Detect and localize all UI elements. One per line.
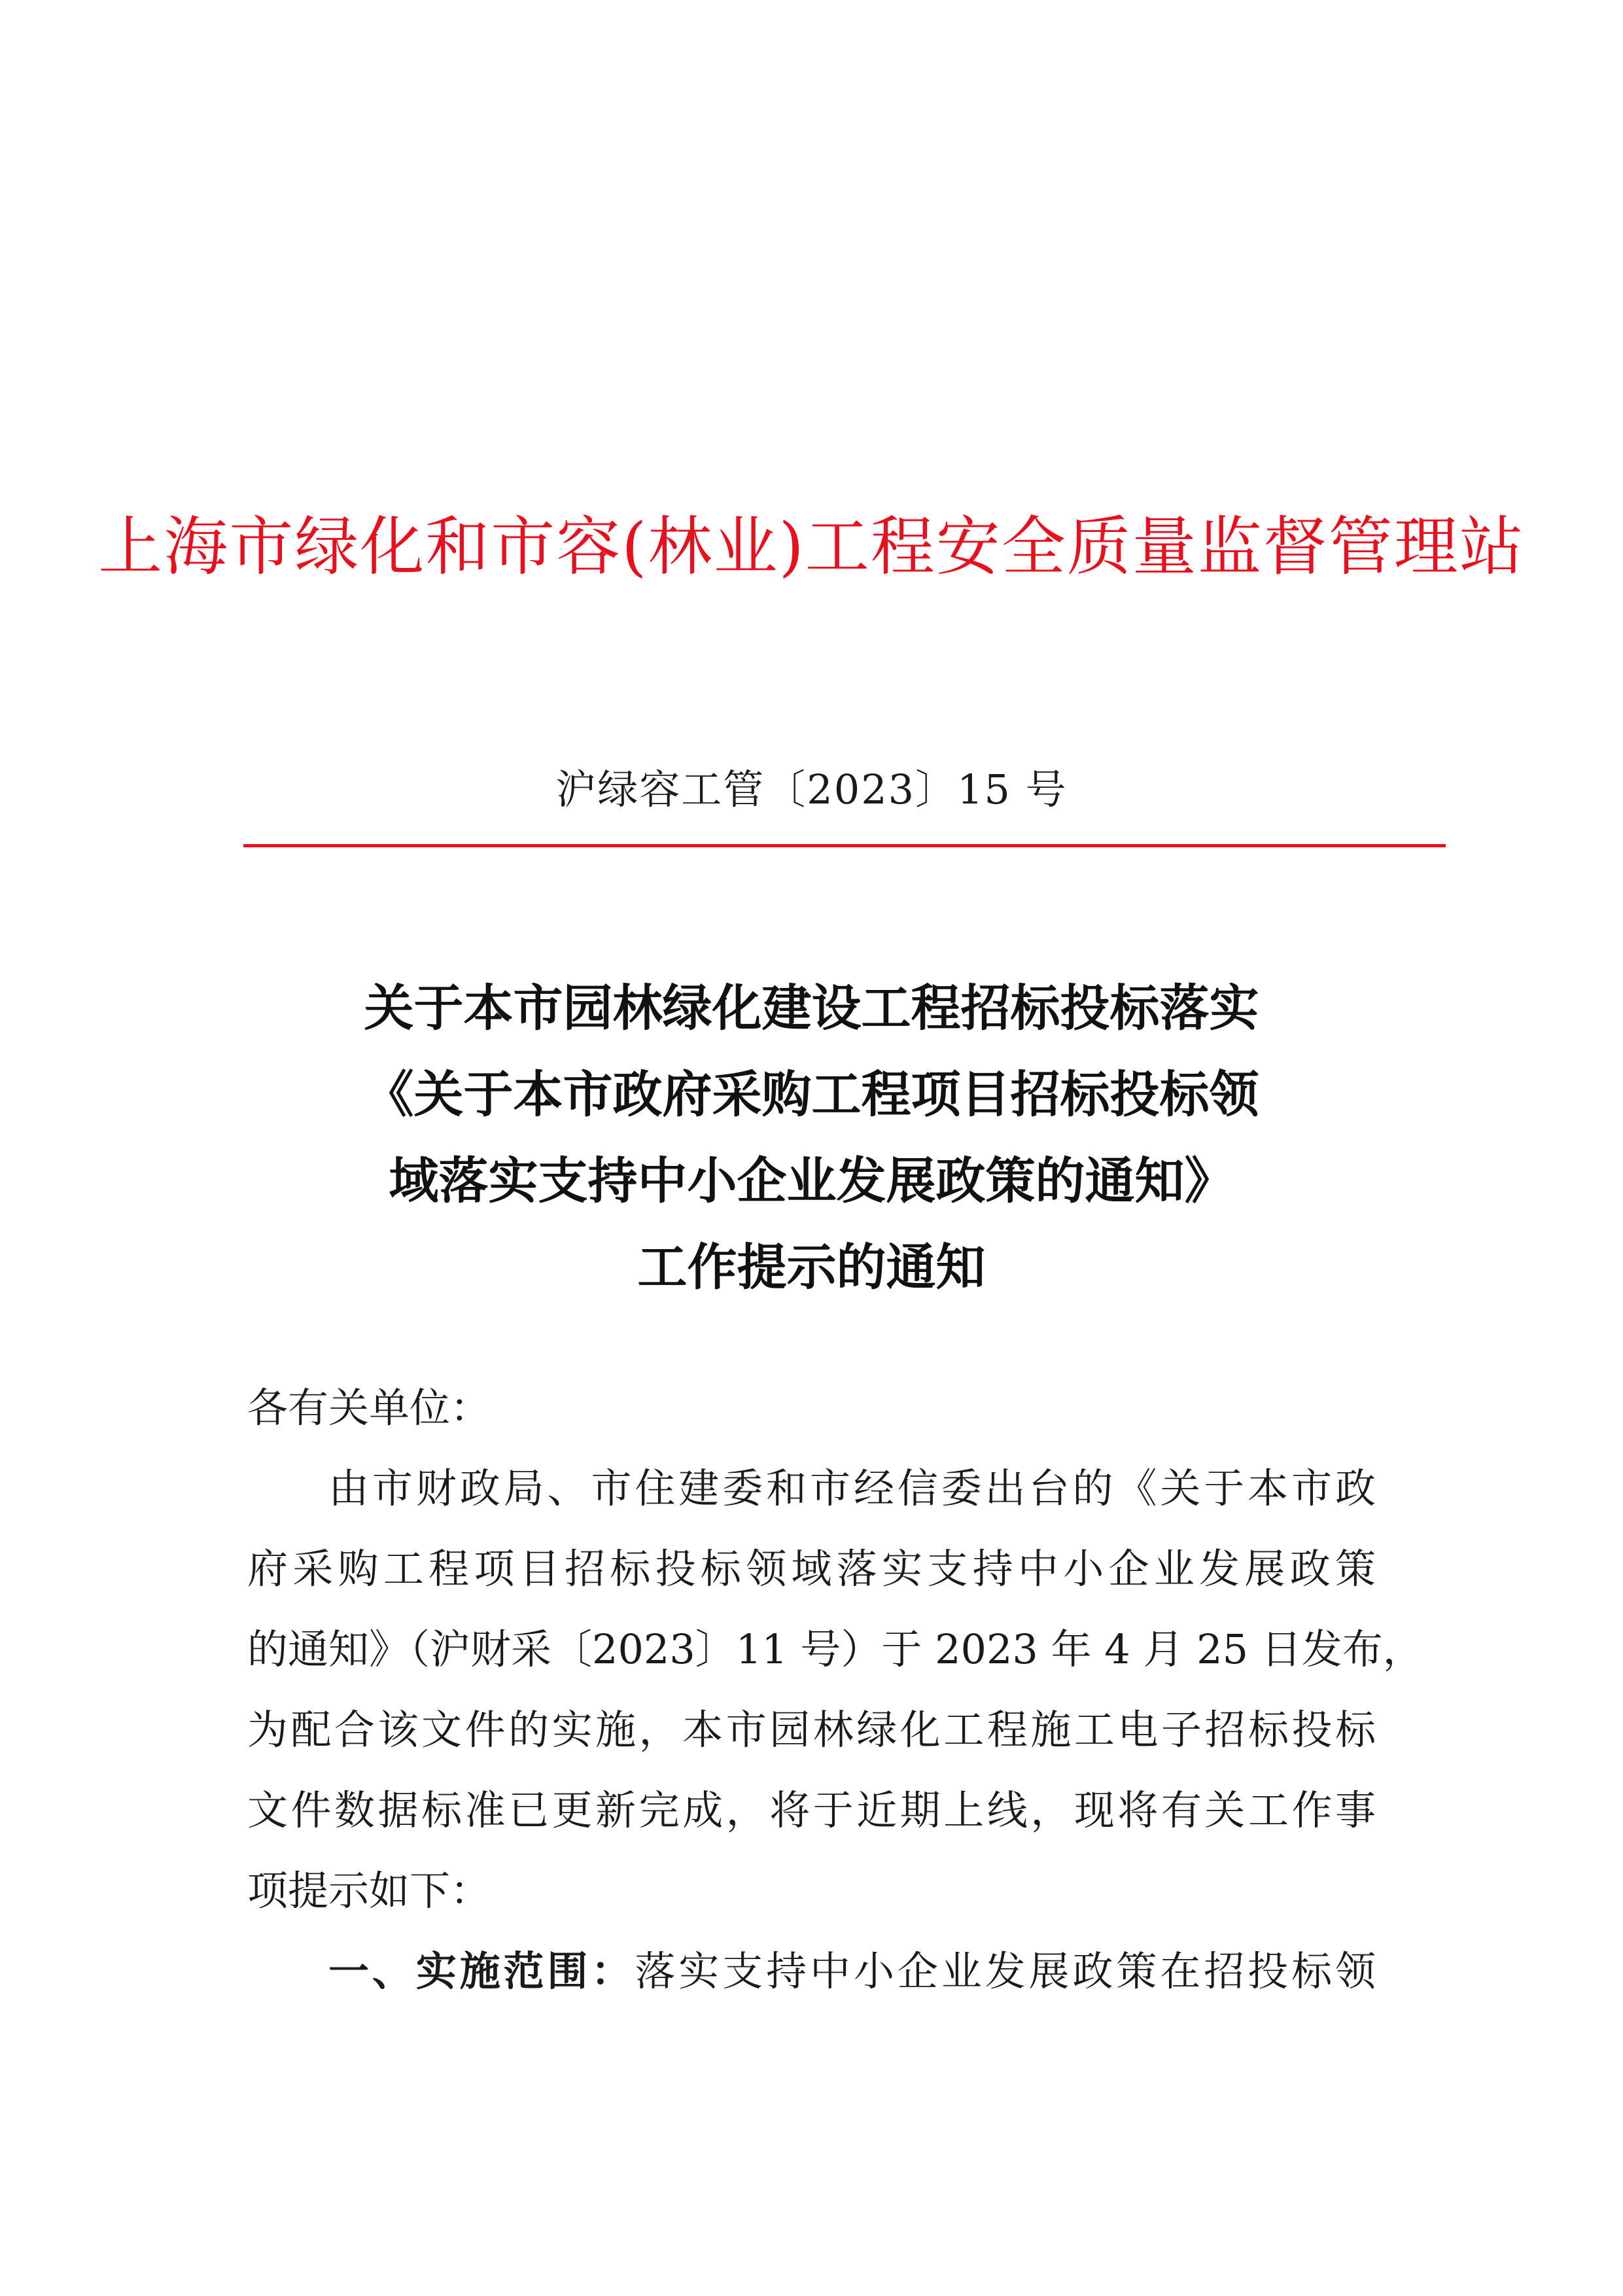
title-line: 域落实支持中小企业发展政策的通知》: [389, 1152, 1234, 1210]
paragraph-line: 项提示如下：: [247, 1867, 491, 1915]
red-divider: [243, 844, 1446, 847]
document-body: [247, 1368, 1423, 2011]
section-1-heading: 一、实施范围：: [328, 1947, 635, 1995]
title-line: 《关于本市政府采购工程项目招标投标领: [364, 1065, 1259, 1123]
title-line: 工作提示的通知: [637, 1238, 986, 1296]
issuer-name: 上海市绿化和市容(林业)工程安全质量监督管理站: [98, 510, 1525, 584]
section-1-text: 落实支持中小企业发展政策在招投标领: [635, 1947, 1376, 1995]
salutation: 各有关单位：: [247, 1384, 491, 1432]
paragraph-line: 府采购工程项目招标投标领域落实支持中小企业发展政策: [247, 1545, 1376, 1593]
paragraph-line: 文件数据标准已更新完成，将于近期上线，现将有关工作事: [247, 1786, 1376, 1834]
section-1-line: [247, 1931, 1376, 2011]
document-number: 沪绿容工管〔2023〕15 号: [555, 766, 1068, 813]
title-line: 关于本市园林绿化建设工程招标投标落实: [364, 979, 1259, 1037]
paragraph-line: 的通知》（沪财采〔2023〕11 号）于 2023 年 4 月 25 日发布，: [247, 1625, 1423, 1673]
paragraph-line: 由市财政局、市住建委和市经信委出台的《关于本市政: [328, 1464, 1376, 1512]
document-title: [0, 965, 1623, 1311]
paragraph-line: 为配合该文件的实施，本市园林绿化工程施工电子招标投标: [247, 1706, 1376, 1754]
